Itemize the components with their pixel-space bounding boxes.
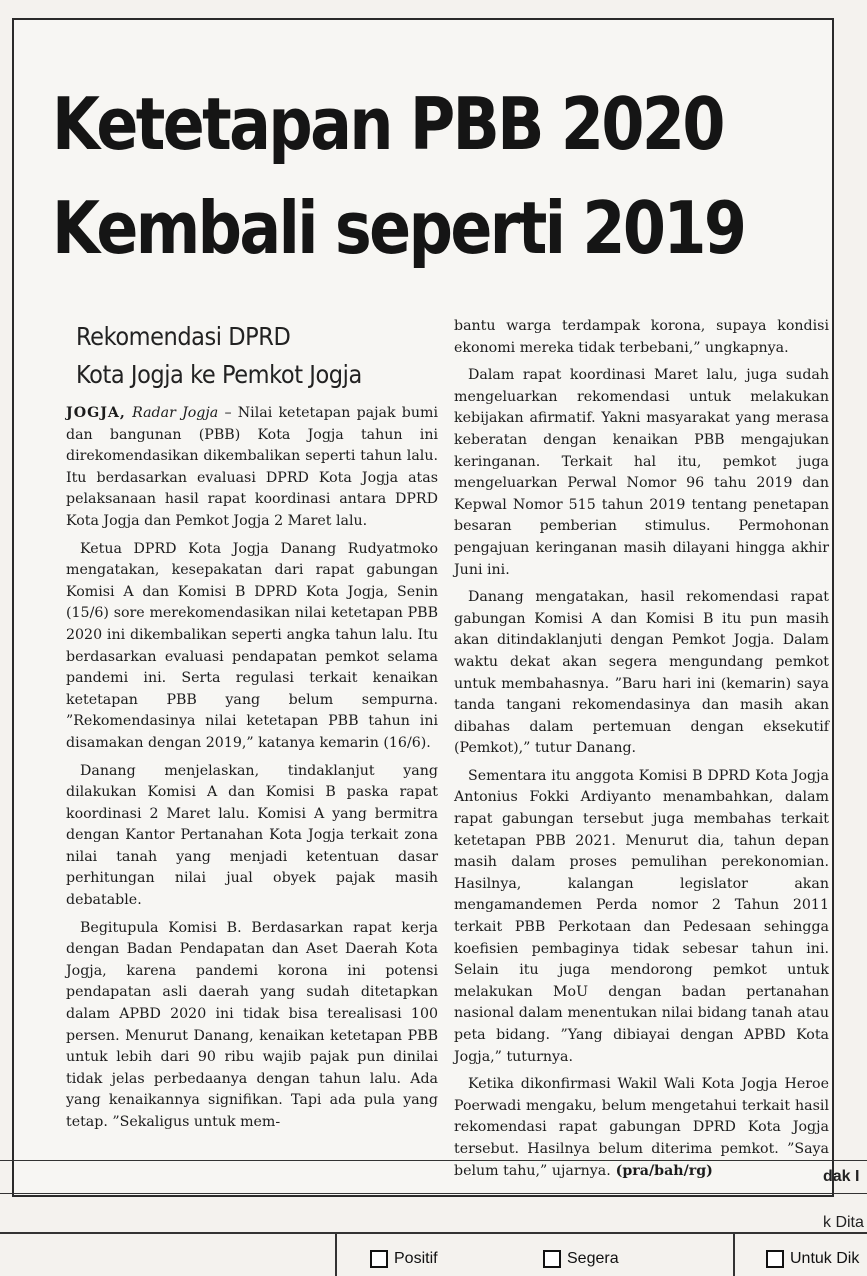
dateline-source: Radar Jogja (132, 405, 219, 421)
headline-line-1: Ketetapan PBB 2020 (52, 82, 723, 166)
checkbox-segera[interactable] (543, 1250, 619, 1268)
subhead (76, 318, 400, 394)
checkbox-positif[interactable] (370, 1250, 438, 1268)
checkbox-label: Untuk Dik (790, 1250, 860, 1267)
paragraph: Begitupula Komisi B. Berdasarkan rapat kerja dengan Badan Pendapatan dan Aset Daerah Kota Jogja, karena pandemi korona ini potensi pendapatan asli daerah yang sudah ditetapkan dalam APBD 2020 ini tidak bisa terealisasi 100 persen. Menurut Danang, kenaikan ketetapan PBB untuk lebih dari 90 ribu wajib pajak pun dinilai tidak jelas perbedaanya dengan tahun lalu. Ada yang kenaikannya signifikan. Tapi ada pula yang tetap. ”Sekaligus untuk mem- (66, 919, 438, 1130)
checkbox-square[interactable] (370, 1250, 388, 1268)
checkbox-label: Segera (567, 1250, 619, 1267)
headline-line-2: Kembali seperti 2019 (52, 186, 745, 270)
side-snip-2: k Dita (823, 1214, 864, 1231)
paragraph: Danang mengatakan, hasil rekomendasi rapat gabungan Komisi A dan Komisi B itu pun masih akan ditindaklanjuti dengan Pemkot Jogja. Dalam waktu dekat akan segera mengundang pemkot untuk membahasnya. ”Baru hari ini (kemarin) saya tanda tangani rekomendasinya dan masih akan dibahas dalam pertemuan dengan eksekutif (Pemkot),” tutur Danang. (454, 589, 829, 757)
form-rule-mid (0, 1193, 867, 1194)
paragraph (66, 403, 438, 533)
checkbox-square[interactable] (766, 1250, 784, 1268)
side-snip-1: dak I (823, 1168, 860, 1185)
paragraph: Danang menjelaskan, tindaklanjut yang dilakukan Komisi A dan Komisi B paska rapat koordinasi 2 Maret lalu. Komisi A yang bermitra dengan Kantor Pertanahan Kota Jogja terkait zona nilai tanah yang menjadi ketentuan dasar perhitungan nilai jual obyek pajak masih debatable. (66, 762, 438, 909)
article-column-left (66, 403, 438, 1140)
checkbox-label: Positif (394, 1250, 438, 1267)
paragraph-text: Ketika dikonfirmasi Wakil Wali Kota Jogja Heroe Poerwadi mengaku, belum mengetahui terkait hasil rekomendasi rapat gabungan DPRD Kota Jogja tersebut. Hasilnya belum diterima pemkot. ”Saya belum tahu,” ujarnya. (454, 1076, 829, 1179)
form-rule-top (0, 1160, 867, 1161)
paragraph: bantu warga terdampak korona, supaya kondisi ekonomi mereka tidak terbebani,” ungkapnya. (454, 318, 829, 356)
paragraph-text: – Nilai ketetapan pajak bumi dan bangunan (PBB) Kota Jogja tahun ini direkomendasikan dikembalikan seperti tahun lalu. Itu berdasarkan evaluasi DPRD Kota Jogja atas pelaksanaan hasil rapat koordinasi antara DPRD Kota Jogja dan Pemkot Jogja 2 Maret lalu. (66, 405, 439, 529)
subhead-line-1: Rekomendasi DPRD (76, 322, 291, 351)
paragraph: Sementara itu anggota Komisi B DPRD Kota Jogja Antonius Fokki Ardiyanto menambahkan, dalam rapat gabungan tersebut juga membahas terkait ketetapan PBB 2021. Menurut dia, tahun depan masih dalam proses pemulihan perekonomian. Hasilnya, kalangan legislator akan mengamandemen Perda nomor 2 Tahun 2011 terkait PBB Perkotaan dan Pedesaan sehingga koefisien pembaginya tidak sebesar tahun ini. Selain itu juga mendorong pemkot untuk melakukan MoU dengan badan pertanahan nasional dalam menentukan nilai bidang tanah atau peta bidang. ”Yang dibiayai dengan APBD Kota Jogja,” tuturnya. (454, 767, 829, 1065)
dateline-place: JOGJA, (66, 405, 126, 421)
headline (52, 72, 745, 280)
subhead-line-2: Kota Jogja ke Pemkot Jogja (76, 360, 362, 389)
paragraph (454, 1074, 829, 1182)
signoff: (pra/bah/rg) (610, 1162, 713, 1179)
article-column-right (454, 316, 829, 1188)
paragraph: Ketua DPRD Kota Jogja Danang Rudyatmoko mengatakan, kesepakatan dari rapat gabungan Komisi A dan Komisi B DPRD Kota Jogja, Senin (15/6) sore merekomendasikan nilai ketetapan PBB 2020 ini dikembalikan seperti angka tahun lalu. Itu berdasarkan evaluasi pendapatan pemkot selama pandemi ini. Serta regulasi terkait kenaikan ketetapan PBB yang belum sempurna. ”Rekomendasinya nilai ketetapan PBB tahun ini disamakan dengan 2019,” katanya kemarin (16/6). (66, 540, 438, 751)
paragraph: Dalam rapat koordinasi Maret lalu, juga sudah mengeluarkan rekomendasi untuk melakukan kebijakan afirmatif. Yakni masyarakat yang merasa keberatan dengan kenaikan PBB mengajukan keringanan. Terkait hal itu, pemkot juga mengeluarkan Perwal Nomor 96 tahu 2019 dan Kepwal Nomor 515 tahun 2019 tentang penetapan besaran pemberian stimulus. Permohonan pengajuan keringanan masih dilayani hingga akhir Juni ini. (454, 367, 829, 578)
checkbox-untuk-dik[interactable] (766, 1250, 859, 1268)
clipping-frame (12, 18, 834, 1197)
form-rule-bottom (0, 1232, 867, 1234)
form-divider-2 (733, 1232, 735, 1276)
form-divider-1 (335, 1232, 337, 1276)
checkbox-square[interactable] (543, 1250, 561, 1268)
